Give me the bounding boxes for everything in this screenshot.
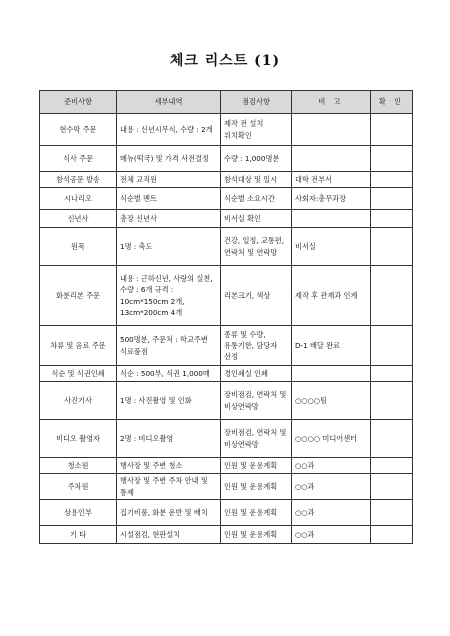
row-checkpoint: 수량 : 1,000명분 bbox=[221, 146, 292, 172]
row-category: 식사 주문 bbox=[40, 146, 117, 172]
table-row bbox=[40, 146, 413, 172]
table-row bbox=[40, 228, 413, 266]
row-remark: 제작 후 관재과 인계 bbox=[292, 266, 371, 326]
header-details: 세부내역 bbox=[117, 91, 221, 114]
row-confirm-cell bbox=[371, 188, 413, 210]
row-remark bbox=[292, 210, 371, 228]
row-detail: 행사장 및 주변 청소 bbox=[117, 458, 221, 474]
row-category: 차류 및 음료 주문 bbox=[40, 326, 117, 366]
row-remark: ○○과 bbox=[292, 500, 371, 526]
row-confirm-cell bbox=[371, 500, 413, 526]
row-checkpoint: 인원 및 운용계획 bbox=[221, 500, 292, 526]
row-remark: 사회자:총무과장 bbox=[292, 188, 371, 210]
row-confirm-cell bbox=[371, 210, 413, 228]
table-row bbox=[40, 266, 413, 326]
row-remark: ○○○○팀 bbox=[292, 382, 371, 420]
row-confirm-cell bbox=[371, 420, 413, 458]
page-title: 체크 리스트 (1) bbox=[169, 53, 281, 69]
row-detail: 1명 : 사진촬영 및 인화 bbox=[117, 382, 221, 420]
row-detail: 행사장 및 주변 주차 안내 및 통제 bbox=[117, 474, 221, 500]
row-detail: 식순별 멘트 bbox=[117, 188, 221, 210]
row-remark: D-1 배달 완료 bbox=[292, 326, 371, 366]
header-preparation: 준비사항 bbox=[40, 91, 117, 114]
row-category: 사진기사 bbox=[40, 382, 117, 420]
row-confirm-cell bbox=[371, 114, 413, 146]
row-category: 주차원 bbox=[40, 474, 117, 500]
table-body bbox=[40, 114, 413, 544]
row-category: 신년사 bbox=[40, 210, 117, 228]
row-remark: 대학 전부서 bbox=[292, 172, 371, 188]
table-row bbox=[40, 420, 413, 458]
row-confirm-cell bbox=[371, 382, 413, 420]
table-header-row bbox=[40, 91, 413, 114]
row-checkpoint: 장비점검, 연락처 및 비상연락망 bbox=[221, 382, 292, 420]
row-category: 화분리본 주문 bbox=[40, 266, 117, 326]
header-remarks: 비 고 bbox=[292, 91, 371, 114]
row-confirm-cell bbox=[371, 458, 413, 474]
row-remark: ○○과 bbox=[292, 474, 371, 500]
row-category: 원목 bbox=[40, 228, 117, 266]
row-detail: 내용 : 신년시무식, 수량 : 2개 bbox=[117, 114, 221, 146]
row-remark: ○○과 bbox=[292, 458, 371, 474]
row-confirm-cell bbox=[371, 172, 413, 188]
header-confirm: 확 인 bbox=[371, 91, 413, 114]
table-row bbox=[40, 188, 413, 210]
table-row bbox=[40, 114, 413, 146]
row-category: 비디오 촬영자 bbox=[40, 420, 117, 458]
row-detail: 시설점검, 현판설치 bbox=[117, 526, 221, 544]
table-row bbox=[40, 500, 413, 526]
row-checkpoint: 인원 및 운용계획 bbox=[221, 526, 292, 544]
row-category: 청소원 bbox=[40, 458, 117, 474]
row-checkpoint: 식순별 소요시간 bbox=[221, 188, 292, 210]
checklist-table bbox=[39, 90, 413, 544]
row-category: 기 타 bbox=[40, 526, 117, 544]
row-remark: ○○과 bbox=[292, 526, 371, 544]
row-remark: 비서실 bbox=[292, 228, 371, 266]
row-confirm-cell bbox=[371, 526, 413, 544]
row-remark bbox=[292, 366, 371, 382]
row-category: 시나리오 bbox=[40, 188, 117, 210]
row-confirm-cell bbox=[371, 366, 413, 382]
row-checkpoint: 비서실 확인 bbox=[221, 210, 292, 228]
row-detail: 500명분, 주문처 : 학교주변 식료품점 bbox=[117, 326, 221, 366]
row-category: 상용인부 bbox=[40, 500, 117, 526]
row-category: 참석공문 발송 bbox=[40, 172, 117, 188]
row-confirm-cell bbox=[371, 228, 413, 266]
row-detail: 집기비품, 화분 운반 및 배치 bbox=[117, 500, 221, 526]
table-row bbox=[40, 526, 413, 544]
row-checkpoint: 건강, 일정, 교통편, 연락처 및 연락망 bbox=[221, 228, 292, 266]
row-category: 현수막 주문 bbox=[40, 114, 117, 146]
table-row bbox=[40, 172, 413, 188]
row-checkpoint: 경인쇄실 인쇄 bbox=[221, 366, 292, 382]
row-detail: 메뉴(떡국) 및 가격 사전결정 bbox=[117, 146, 221, 172]
table-row bbox=[40, 474, 413, 500]
row-confirm-cell bbox=[371, 326, 413, 366]
row-detail: 2명 : 비디오촬영 bbox=[117, 420, 221, 458]
row-checkpoint: 참석대상 및 일시 bbox=[221, 172, 292, 188]
row-confirm-cell bbox=[371, 474, 413, 500]
table-row bbox=[40, 382, 413, 420]
table-row bbox=[40, 458, 413, 474]
row-detail: 전체 교직원 bbox=[117, 172, 221, 188]
row-checkpoint: 제작 전 설치 위치확인 bbox=[221, 114, 292, 146]
table-row bbox=[40, 326, 413, 366]
row-checkpoint: 인원 및 운용계획 bbox=[221, 458, 292, 474]
table-row bbox=[40, 210, 413, 228]
row-remark bbox=[292, 114, 371, 146]
row-checkpoint: 인원 및 운용계획 bbox=[221, 474, 292, 500]
row-remark bbox=[292, 146, 371, 172]
header-checkpoints: 점검사항 bbox=[221, 91, 292, 114]
row-confirm-cell bbox=[371, 146, 413, 172]
table-row bbox=[40, 366, 413, 382]
row-detail: 식순 : 500부, 식권 1,000매 bbox=[117, 366, 221, 382]
row-checkpoint: 종류 및 수량, 유통기한, 담당자 선정 bbox=[221, 326, 292, 366]
row-category: 식순 및 식권인쇄 bbox=[40, 366, 117, 382]
row-detail: 내용 : 근하신년, 사랑의 실천, 수량 : 6개 규격 : 10cm*150cm 2개, 13cm*200cm 4개 bbox=[117, 266, 221, 326]
row-checkpoint: 리본크기, 색상 bbox=[221, 266, 292, 326]
row-detail: 총장 신년사 bbox=[117, 210, 221, 228]
row-remark: ○○○○ 미디어센터 bbox=[292, 420, 371, 458]
row-confirm-cell bbox=[371, 266, 413, 326]
row-checkpoint: 장비점검, 연락처 및 비상연락망 bbox=[221, 420, 292, 458]
row-detail: 1명 : 축도 bbox=[117, 228, 221, 266]
